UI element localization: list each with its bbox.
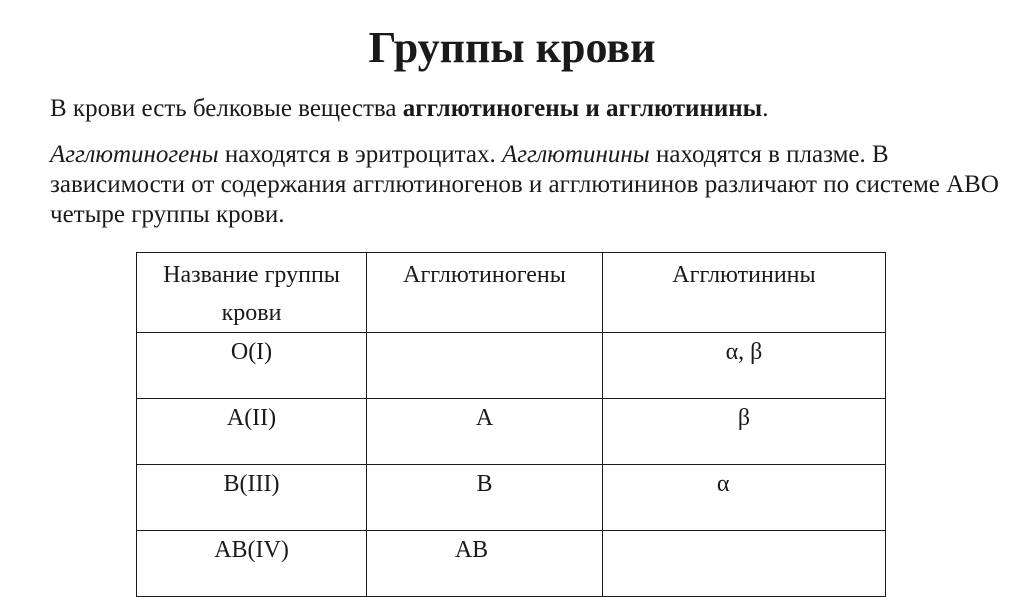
cell-agglutinins xyxy=(602,531,885,597)
cell-group: AB(IV) xyxy=(137,531,367,597)
blood-groups-table xyxy=(136,252,886,597)
intro-bold: агглютиногены и агглютинины xyxy=(402,95,763,122)
cell-agglutinogens: B xyxy=(367,465,603,531)
intro-plain: В крови есть белковые вещества xyxy=(50,95,403,122)
intro-end: . xyxy=(762,95,769,122)
cell-group: O(I) xyxy=(137,333,367,399)
table-row xyxy=(137,531,886,597)
header-agglutinins: Агглютинины xyxy=(602,253,885,333)
cell-group: B(III) xyxy=(137,465,367,531)
cell-agglutinogens xyxy=(367,333,603,399)
table-row xyxy=(137,333,886,399)
table-header-row xyxy=(137,253,886,333)
table-row xyxy=(137,399,886,465)
para-text-1: находятся в эритроцитах. xyxy=(218,141,502,168)
cell-agglutinins: β xyxy=(602,399,885,465)
header-group-name: Название группы крови xyxy=(137,253,367,333)
description-paragraph xyxy=(50,140,1000,230)
intro-text xyxy=(50,94,990,124)
cell-agglutinins: α, β xyxy=(602,333,885,399)
term-agglutinogens: Агглютиногены xyxy=(50,141,219,168)
table-row xyxy=(137,465,886,531)
header-agglutinogens: Агглютиногены xyxy=(367,253,603,333)
cell-agglutinins: α xyxy=(602,465,885,531)
term-agglutinins: Агглютинины xyxy=(501,141,650,168)
cell-agglutinogens: AB xyxy=(367,531,603,597)
cell-group: A(II) xyxy=(137,399,367,465)
cell-agglutinogens: A xyxy=(367,399,603,465)
page-title: Группы крови xyxy=(368,23,656,72)
para-text-2: находятся в плазме. В зависимости от содержания агглютиногенов и агглютининов различают по системе АВО четыре группы крови. xyxy=(50,141,999,228)
